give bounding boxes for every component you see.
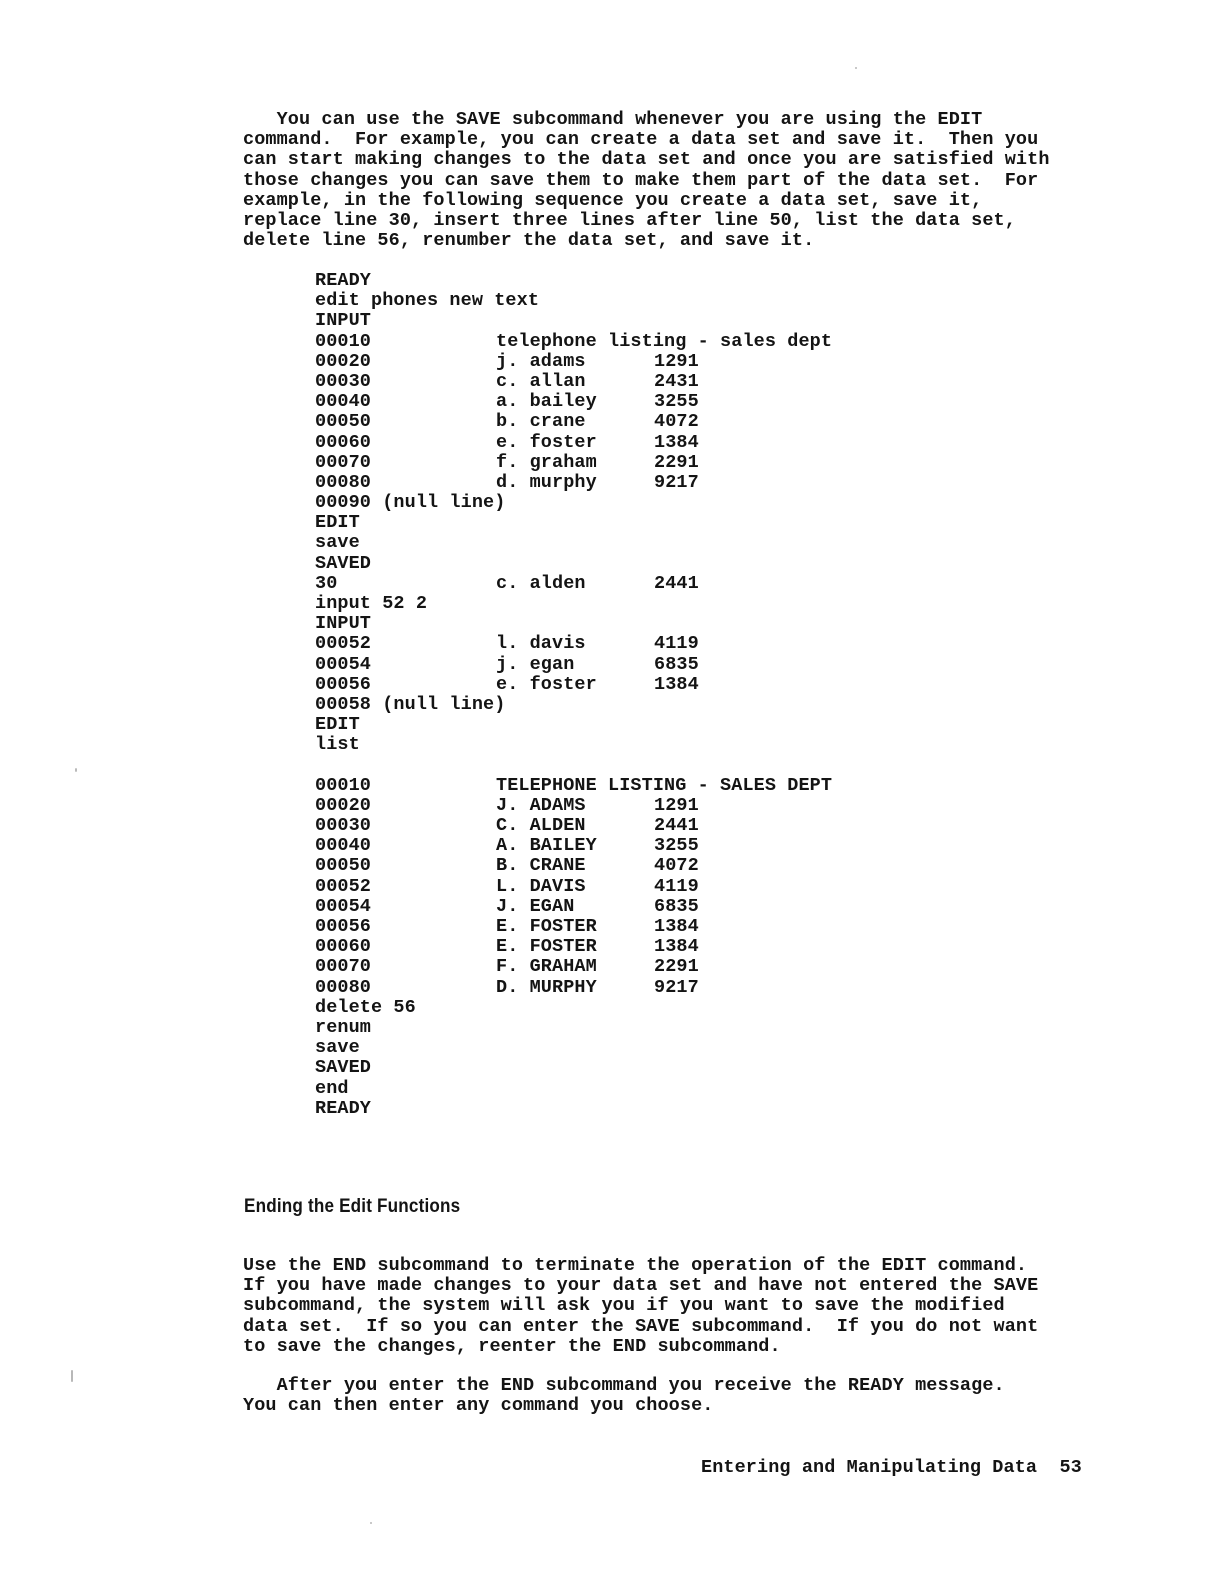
entry-name: B. CRANE <box>496 855 586 877</box>
listing-text: READY <box>315 270 372 291</box>
line-number: 00030 <box>315 815 372 837</box>
terminal-listing <box>315 271 832 1119</box>
entry-phone: 6835 <box>654 895 699 917</box>
entry-name: telephone listing - sales dept <box>496 330 833 352</box>
entry-name: J. EGAN <box>496 895 575 917</box>
listing-line <box>315 897 832 917</box>
listing-line <box>315 1018 832 1038</box>
page-number: 53 <box>1059 1457 1082 1478</box>
entry-phone: 1384 <box>654 431 699 453</box>
listing-line <box>315 655 832 675</box>
listing-line <box>315 998 832 1018</box>
line-number: 00056 <box>315 673 372 695</box>
intro-paragraph: You can use the SAVE subcommand whenever you are using the EDIT command. For example, you can create a data set and save it. Then you can start making changes to the data set and once you are satisfied with those changes you can save them to make them part of the data set. For example, in the following sequence you create a data set, save it, replace line 30, insert three lines after line 50, list the data set, delete line 56, renumber the data set, and save it. <box>243 109 1050 252</box>
listing-line <box>315 957 832 977</box>
listing-line <box>315 937 832 957</box>
entry-phone: 1384 <box>654 673 699 695</box>
scan-speck <box>71 1370 73 1382</box>
entry-phone: 2291 <box>654 451 699 473</box>
line-number: 00020 <box>315 350 372 372</box>
scan-speck <box>855 67 857 69</box>
entry-name: b. crane <box>496 411 586 433</box>
entry-phone: 3255 <box>654 835 699 857</box>
line-number: 00054 <box>315 895 372 917</box>
listing-text: save <box>315 532 360 554</box>
listing-line <box>315 473 832 493</box>
listing-line <box>315 816 832 836</box>
listing-blank-line <box>315 756 832 776</box>
entry-name: l. davis <box>496 633 586 655</box>
listing-line <box>315 493 832 513</box>
listing-text: 00090 (null line) <box>315 492 506 514</box>
listing-text: SAVED <box>315 1057 372 1079</box>
listing-line <box>315 796 832 816</box>
entry-phone: 3255 <box>654 391 699 413</box>
entry-name: c. alden <box>496 572 586 594</box>
line-number: 00050 <box>315 411 372 433</box>
entry-phone: 1384 <box>654 936 699 958</box>
listing-line <box>315 856 832 876</box>
line-number: 00080 <box>315 471 372 493</box>
listing-line <box>315 715 832 735</box>
listing-line <box>315 1058 832 1078</box>
line-number: 00040 <box>315 391 372 413</box>
listing-line <box>315 412 832 432</box>
listing-line <box>315 675 832 695</box>
entry-name: L. DAVIS <box>496 875 586 897</box>
line-number: 00070 <box>315 956 372 978</box>
listing-text: SAVED <box>315 552 372 574</box>
line-number: 30 <box>315 572 338 594</box>
entry-phone: 1384 <box>654 916 699 937</box>
final-paragraph: After you enter the END subcommand you receive the READY message. You can then enter any command you choose. <box>243 1375 1005 1417</box>
listing-line <box>315 978 832 998</box>
entry-name: a. bailey <box>496 391 597 413</box>
ending-paragraph: Use the END subcommand to terminate the operation of the EDIT command. If you have made changes to your data set and have not entered the SAVE subcommand, the system will ask you if you want to save the modified data set. If so you can enter the SAVE subcommand. If you do not want to save the changes, reenter the END subcommand. <box>243 1255 1039 1357</box>
entry-name: e. foster <box>496 431 597 453</box>
entry-name: c. allan <box>496 370 586 392</box>
entry-name: C. ALDEN <box>496 815 586 837</box>
listing-text: edit phones new text <box>315 290 540 312</box>
scan-speck <box>75 768 77 772</box>
listing-text: renum <box>315 1016 372 1038</box>
listing-line <box>315 433 832 453</box>
listing-text: list <box>315 734 360 756</box>
line-number: 00020 <box>315 794 372 816</box>
entry-name: A. BAILEY <box>496 835 597 857</box>
line-number: 00050 <box>315 855 372 877</box>
scan-speck <box>370 1522 372 1524</box>
entry-name: E. FOSTER <box>496 916 597 937</box>
entry-phone: 2291 <box>654 956 699 978</box>
entry-name: TELEPHONE LISTING - SALES DEPT <box>496 774 833 796</box>
entry-phone: 4119 <box>654 875 699 897</box>
listing-line <box>315 877 832 897</box>
line-number: 00070 <box>315 451 372 473</box>
line-number: 00010 <box>315 330 372 352</box>
entry-phone: 4072 <box>654 411 699 433</box>
footer-section-title: Entering and Manipulating Data <box>701 1457 1038 1478</box>
listing-text: INPUT <box>315 613 372 635</box>
entry-name: e. foster <box>496 673 597 695</box>
listing-line <box>315 735 832 755</box>
listing-line <box>315 574 832 594</box>
entry-name: j. adams <box>496 350 586 372</box>
entry-phone: 9217 <box>654 976 699 998</box>
listing-line <box>315 513 832 533</box>
line-number: 00010 <box>315 774 372 796</box>
entry-name: J. ADAMS <box>496 794 586 816</box>
listing-line <box>315 332 832 352</box>
listing-text: READY <box>315 1097 372 1119</box>
entry-name: f. graham <box>496 451 597 473</box>
listing-line <box>315 271 832 291</box>
entry-phone: 4119 <box>654 633 699 655</box>
listing-text: EDIT <box>315 714 360 736</box>
listing-line <box>315 776 832 796</box>
listing-text: input 52 2 <box>315 593 428 614</box>
line-number: 00052 <box>315 633 372 655</box>
line-number: 00030 <box>315 370 372 392</box>
entry-phone: 2441 <box>654 815 699 837</box>
listing-text: end <box>315 1077 349 1099</box>
listing-line <box>315 614 832 634</box>
entry-phone: 1291 <box>654 794 699 816</box>
listing-line <box>315 453 832 473</box>
listing-text: delete 56 <box>315 996 416 1018</box>
section-heading: Ending the Edit Functions <box>244 1196 461 1217</box>
entry-phone: 4072 <box>654 855 699 877</box>
line-number: 00040 <box>315 835 372 857</box>
listing-line <box>315 1099 832 1119</box>
line-number: 00060 <box>315 936 372 958</box>
listing-line <box>315 836 832 856</box>
listing-text: 00058 (null line) <box>315 693 506 715</box>
listing-line <box>315 392 832 412</box>
listing-line <box>315 533 832 553</box>
entry-phone: 2441 <box>654 572 699 594</box>
listing-text: EDIT <box>315 512 360 534</box>
entry-name: d. murphy <box>496 471 597 493</box>
listing-line <box>315 917 832 937</box>
listing-line <box>315 695 832 715</box>
listing-line <box>315 372 832 392</box>
line-number: 00054 <box>315 653 372 675</box>
entry-name: F. GRAHAM <box>496 956 597 978</box>
listing-line <box>315 311 832 331</box>
listing-line <box>315 1079 832 1099</box>
listing-line <box>315 554 832 574</box>
entry-name: E. FOSTER <box>496 936 597 958</box>
listing-line <box>315 594 832 614</box>
entry-phone: 2431 <box>654 370 699 392</box>
line-number: 00052 <box>315 875 372 897</box>
entry-phone: 6835 <box>654 653 699 675</box>
line-number: 00080 <box>315 976 372 998</box>
listing-line <box>315 291 832 311</box>
listing-line <box>315 352 832 372</box>
line-number: 00060 <box>315 431 372 453</box>
entry-phone: 9217 <box>654 471 699 493</box>
line-number: 00056 <box>315 916 372 937</box>
listing-text: save <box>315 1037 360 1059</box>
listing-line <box>315 634 832 654</box>
listing-text: INPUT <box>315 310 372 332</box>
entry-phone: 1291 <box>654 350 699 372</box>
page-footer <box>701 1458 1082 1478</box>
entry-name: j. egan <box>496 653 575 675</box>
entry-name: D. MURPHY <box>496 976 597 998</box>
listing-line <box>315 1038 832 1058</box>
